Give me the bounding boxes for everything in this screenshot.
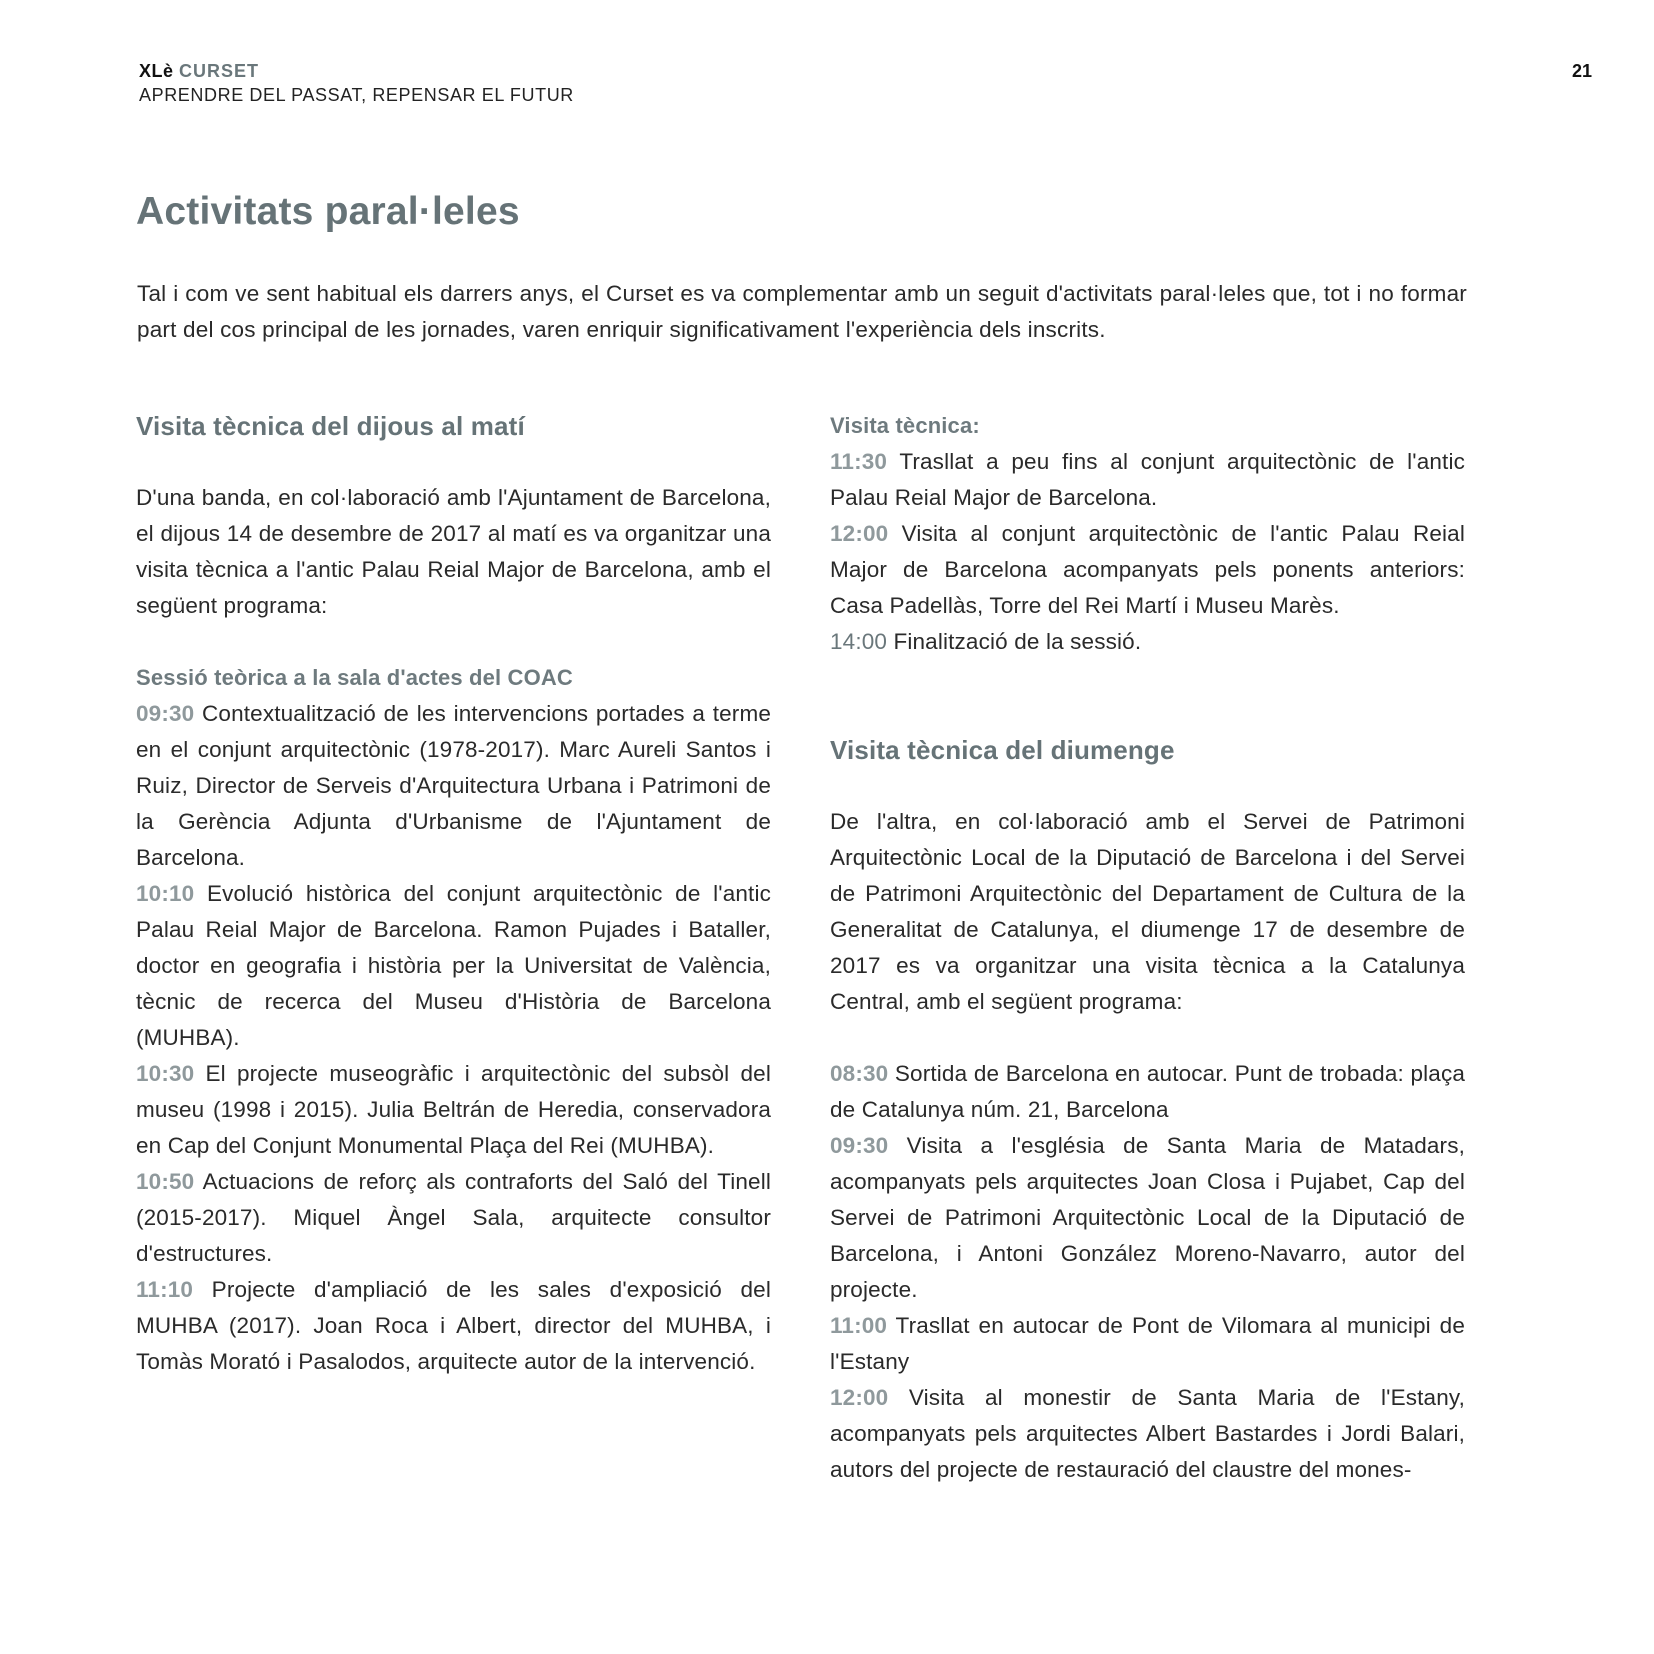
schedule-time: 12:00 — [830, 1385, 889, 1410]
page-number: 21 — [1571, 61, 1592, 81]
intro-paragraph: Tal i com ve sent habitual els darrers anys, el Curset es va complementar amb un seguit d'activitats paral·leles que, tot i no formar part del cos principal de les jornades, varen enriquir significativament l'experiència dels inscrits. — [137, 281, 1467, 342]
schedule-time: 10:50 — [136, 1169, 195, 1194]
schedule-text: Trasllat a peu fins al conjunt arquitectònic de l'antic Palau Reial Major de Barcelona. — [830, 449, 1465, 510]
left-column — [136, 408, 771, 1380]
series-prefix: XLè — [139, 61, 174, 81]
schedule-text: Visita a l'església de Santa Maria de Matadars, acompanyats pels arquitectes Joan Closa i Pujabet, Cap del Servei de Patrimoni Arquitectònic Local de la Diputació de Barcelona, i Antoni González Moreno-Navarro, autor del projecte. — [830, 1133, 1465, 1302]
schedule-time: 11:00 — [830, 1313, 888, 1338]
schedule-text: Visita al conjunt arquitectònic de l'antic Palau Reial Major de Barcelona acompanyats pels ponents anteriors: Casa Padellàs, Torre del Rei Martí i Museu Marès. — [830, 521, 1465, 618]
sunday-paragraph: De l'altra, en col·laboració amb el Servei de Patrimoni Arquitectònic Local de la Diputació de Barcelona i del Servei de Patrimoni Arquitectònic del Departament de Cultura de la Generalitat de Catalunya, el diumenge 17 de desembre de 2017 es va organitzar una visita tècnica a la Catalunya Central, amb el següent programa: — [830, 809, 1465, 1014]
schedule-text: Evolució històrica del conjunt arquitectònic de l'antic Palau Reial Major de Barcelona. Ramon Pujades i Bataller, doctor en geografia i història per la Universitat de València, tècnic de recerca del Museu d'Història de Barcelona (MUHBA). — [136, 881, 771, 1050]
page-title: Activitats paral·leles — [136, 190, 520, 233]
schedule-text: Actuacions de reforç als contraforts del Saló del Tinell (2015-2017). Miquel Àngel Sala, arquitecte consultor d'estructures. — [136, 1169, 771, 1266]
schedule-item — [830, 444, 1465, 516]
schedule-text: Contextualització de les intervencions portades a terme en el conjunt arquitectònic (1978-2017). Marc Aureli Santos i Ruiz, Director de Serveis d'Arquitectura Urbana i Patrimoni de la Gerència Adjunta d'Urbanisme de l'Ajuntament de Barcelona. — [136, 701, 771, 870]
schedule-text: Projecte d'ampliació de les sales d'exposició del MUHBA (2017). Joan Roca i Albert, director del MUHBA, i Tomàs Morató i Pasalodos, arquitecte autor de la intervenció. — [136, 1277, 771, 1374]
schedule-time: 10:30 — [136, 1061, 195, 1086]
visit-label: Visita tècnica: — [830, 413, 980, 438]
running-header — [139, 60, 574, 108]
schedule-time: 09:30 — [830, 1133, 889, 1158]
schedule-item — [830, 1128, 1465, 1308]
schedule-item — [830, 1308, 1465, 1380]
schedule-item — [136, 876, 771, 1056]
session-title: Sessió teòrica a la sala d'actes del COAC — [136, 665, 573, 690]
schedule-time: 12:00 — [830, 521, 889, 546]
schedule-time: 11:30 — [830, 449, 888, 474]
schedule-item — [136, 1056, 771, 1164]
schedule-time: 11:10 — [136, 1277, 194, 1302]
schedule-item — [830, 516, 1465, 624]
schedule-time: 08:30 — [830, 1061, 889, 1086]
schedule-item — [136, 1164, 771, 1272]
schedule-text: Visita al monestir de Santa Maria de l'Estany, acompanyats pels arquitectes Albert Bastardes i Jordi Balari, autors del projecte de restauració del claustre del mones- — [830, 1385, 1465, 1482]
schedule-text: Finalització de la sessió. — [893, 629, 1142, 654]
series-name: CURSET — [179, 61, 260, 81]
schedule-item — [830, 1380, 1465, 1488]
series-title — [139, 60, 574, 82]
schedule-time: 14:00 — [830, 629, 888, 654]
section-heading-sunday: Visita tècnica del diumenge — [830, 735, 1175, 765]
schedule-item — [136, 1272, 771, 1380]
schedule-text: Sortida de Barcelona en autocar. Punt de trobada: plaça de Catalunya núm. 21, Barcelona — [830, 1061, 1466, 1122]
right-column — [830, 408, 1465, 1488]
schedule-item — [830, 624, 1465, 660]
section-heading-thursday: Visita tècnica del dijous al matí — [136, 411, 525, 441]
schedule-text: Trasllat en autocar de Pont de Vilomara al municipi de l'Estany — [830, 1313, 1465, 1374]
schedule-item — [136, 696, 771, 876]
thursday-paragraph: D'una banda, en col·laboració amb l'Ajuntament de Barcelona, el dijous 14 de desembre de 2017 al matí es va organitzar una visita tècnica a l'antic Palau Reial Major de Barcelona, amb el següent programa: — [136, 485, 771, 618]
schedule-item — [830, 1056, 1465, 1128]
schedule-text: El projecte museogràfic i arquitectònic del subsòl del museu (1998 i 2015). Julia Beltrán de Heredia, conservadora en Cap del Conjunt Monumental Plaça del Rei (MUHBA). — [136, 1061, 771, 1158]
schedule-time: 10:10 — [136, 881, 195, 906]
series-subtitle: APRENDRE DEL PASSAT, REPENSAR EL FUTUR — [139, 85, 574, 105]
schedule-time: 09:30 — [136, 701, 195, 726]
